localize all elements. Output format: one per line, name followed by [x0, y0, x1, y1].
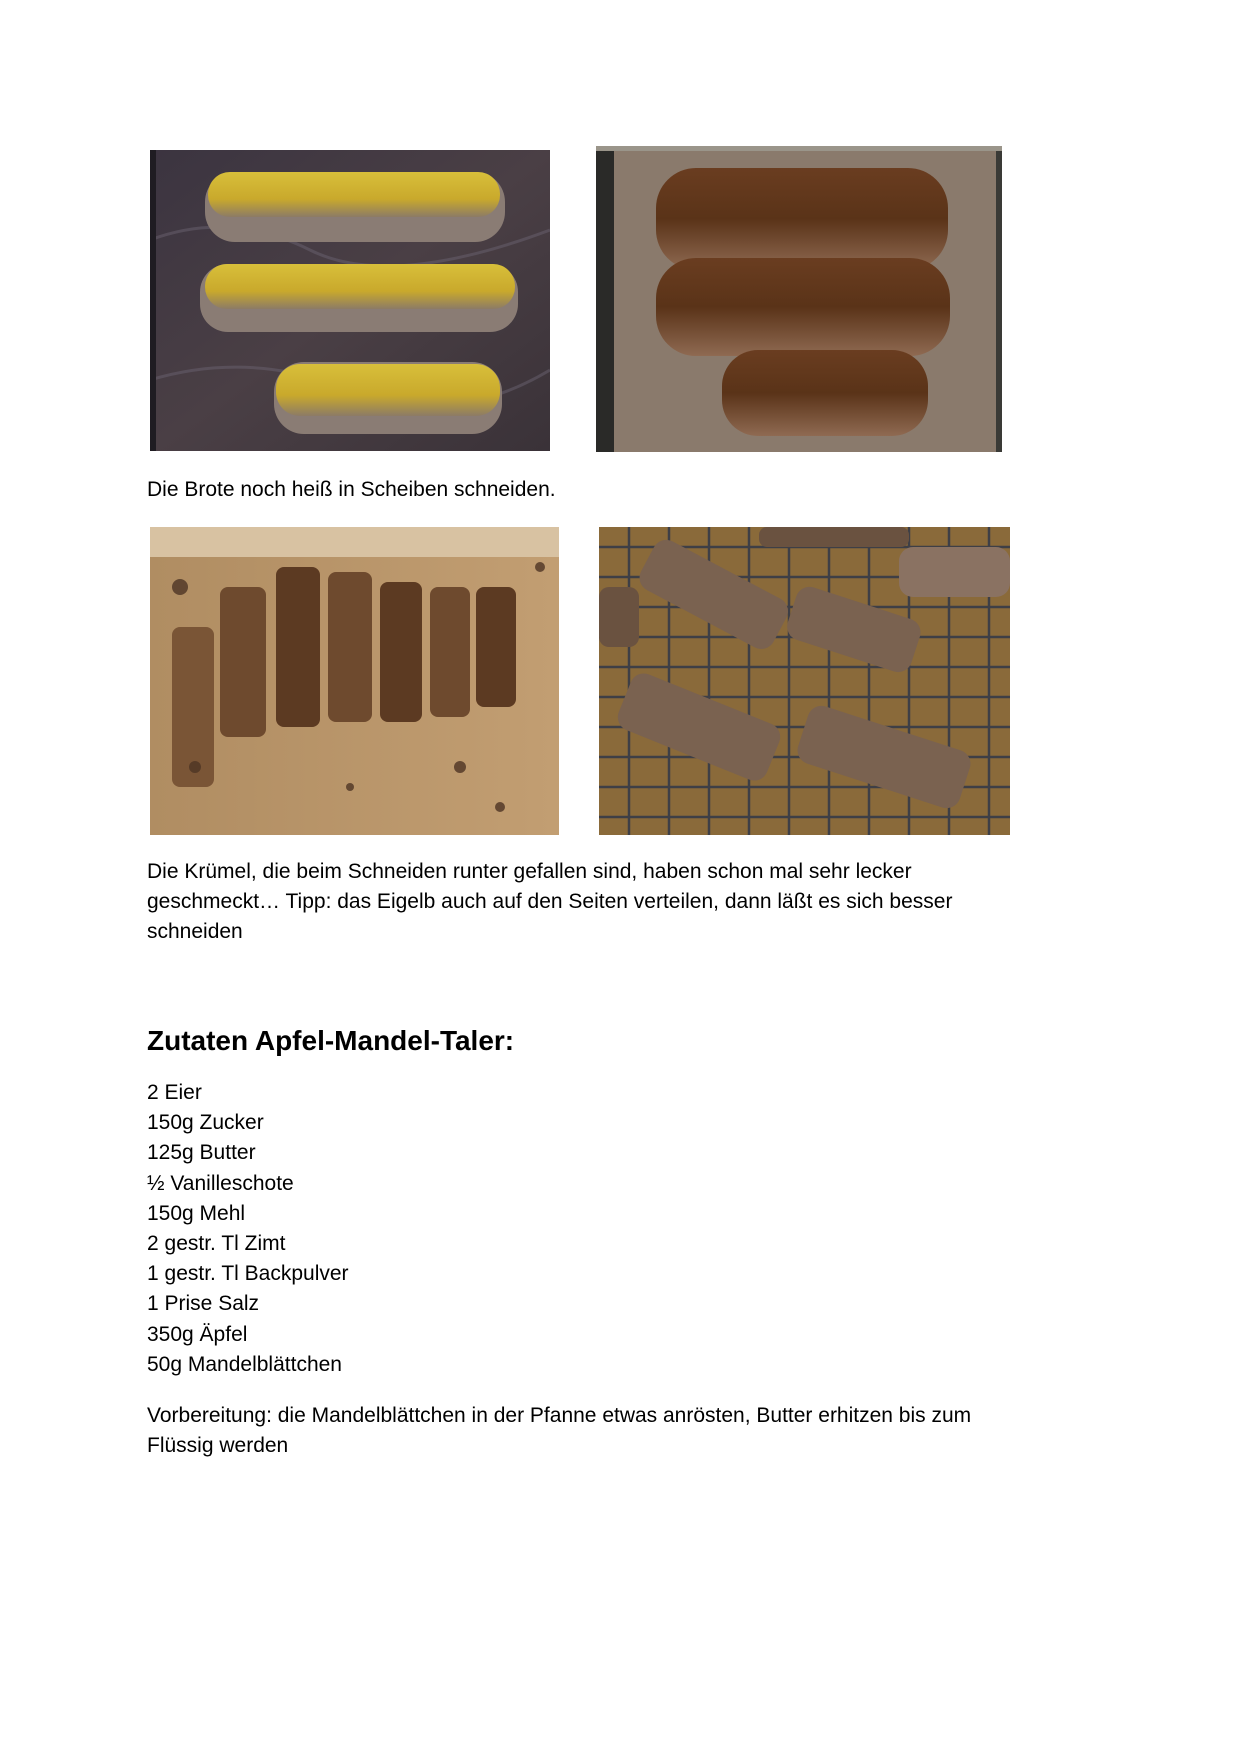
- ingredient-item: ½ Vanilleschote: [147, 1171, 294, 1195]
- caption-crumbs-line: geschmeckt… Tipp: das Eigelb auch auf den Seiten verteilen, dann läßt es sich besser: [147, 890, 953, 913]
- photo-cooling-rack: [599, 527, 1010, 835]
- raw-loaves-image: [150, 150, 550, 451]
- caption-crumbs-line: schneiden: [147, 920, 243, 943]
- ingredient-list: [147, 1078, 349, 1380]
- ingredient-item: 150g Zucker: [147, 1111, 264, 1135]
- preparation-text: [147, 1401, 971, 1461]
- sliced-loaf-image: [150, 527, 559, 835]
- ingredient-item: 150g Mehl: [147, 1201, 246, 1225]
- preparation-line: Flüssig werden: [147, 1434, 289, 1457]
- ingredient-item: 1 Prise Salz: [147, 1292, 260, 1316]
- loaf-3: [274, 362, 502, 434]
- loaf-2: [200, 264, 518, 332]
- baked-loaves-image: [596, 146, 1002, 452]
- baked-loaf-2: [656, 258, 950, 356]
- caption-slicing: Die Brote noch heiß in Scheiben schneiden.: [147, 478, 556, 501]
- ingredient-item: 2 Eier: [147, 1081, 202, 1104]
- photo-baked-loaves: [596, 146, 1002, 452]
- baked-loaf-1: [656, 168, 948, 270]
- recipe-heading: Zutaten Apfel-Mandel-Taler:: [147, 1025, 515, 1056]
- ingredient-item: 2 gestr. Tl Zimt: [147, 1232, 286, 1256]
- loaf-1: [205, 172, 505, 242]
- ingredient-item: 50g Mandelblättchen: [147, 1352, 342, 1376]
- baked-loaf-3: [722, 350, 928, 436]
- photo-sliced-loaf: [150, 527, 559, 835]
- caption-crumbs: [147, 857, 952, 947]
- preparation-line: Vorbereitung: die Mandelblättchen in der Pfanne etwas anrösten, Butter erhitzen bis zum: [147, 1404, 972, 1427]
- cooling-rack-image: [599, 527, 1010, 835]
- ingredient-item: 125g Butter: [147, 1141, 256, 1165]
- ingredient-item: 1 gestr. Tl Backpulver: [147, 1262, 349, 1286]
- photo-raw-loaves: [150, 150, 550, 451]
- caption-crumbs-line: Die Krümel, die beim Schneiden runter gefallen sind, haben schon mal sehr lecker: [147, 860, 912, 883]
- ingredient-item: 350g Äpfel: [147, 1322, 248, 1346]
